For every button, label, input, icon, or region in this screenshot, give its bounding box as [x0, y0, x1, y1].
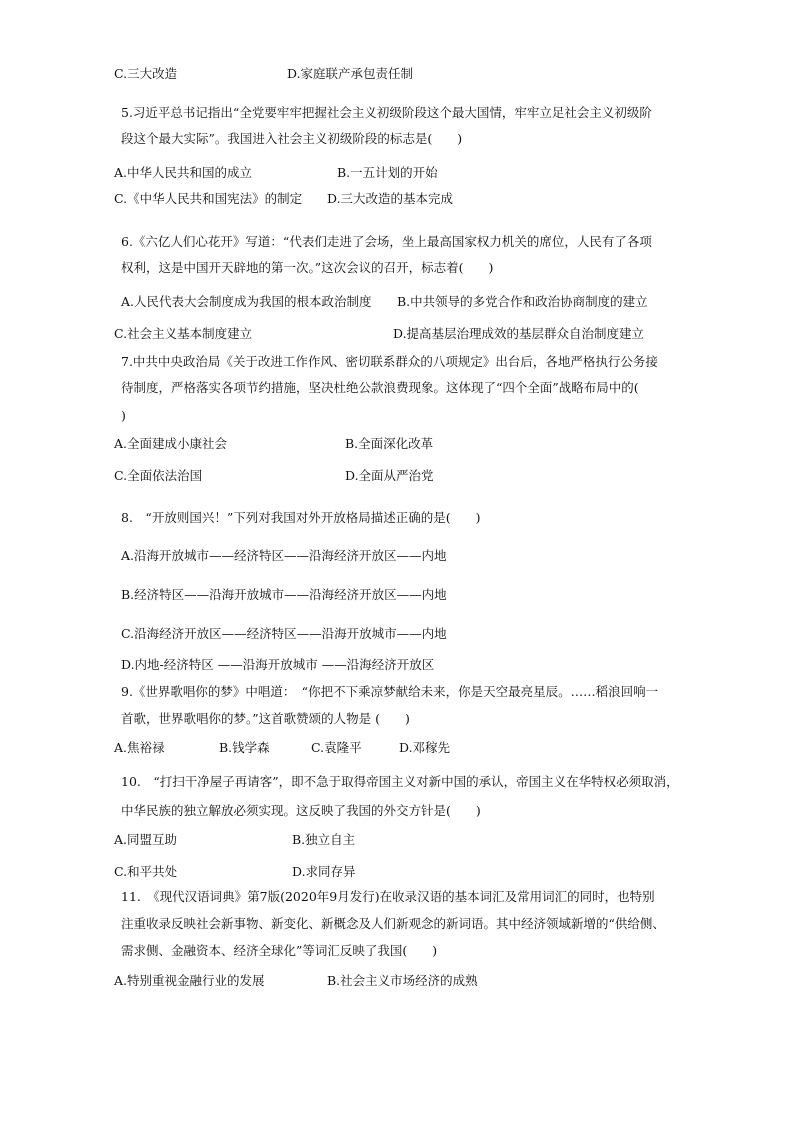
q5-option-c: C.《中华人民共和国宪法》的制定 — [114, 191, 303, 206]
q7-option-c: C.全面依法治国 — [114, 468, 203, 483]
q7-stem-line1: 7.中共中央政治局《关于改进工作作风、密切联系群众的八项规定》出台后，各地严格执行公务接 — [121, 354, 658, 369]
q5-option-b: B.一五计划的开始 — [337, 165, 438, 180]
q8-option-b: B.经济特区——沿海开放城市——沿海经济开放区——内地 — [121, 587, 447, 602]
q6-option-d: D.提高基层治理成效的基层群众自治制度建立 — [393, 326, 645, 341]
q11-option-b: B.社会主义市场经济的成熟 — [327, 973, 478, 988]
q11-stem-line2: 注重收录反映社会新事物、新变化、新概念及人们新观念的新词语。其中经济领域新增的“供给侧、 — [121, 916, 665, 931]
q9-option-a: A.焦裕禄 — [114, 740, 165, 755]
q11-stem-line3: 需求侧、金融资本、经济全球化”等词汇反映了我国( ) — [121, 943, 438, 958]
q9-option-d: D.邓稼先 — [399, 740, 451, 755]
q6-option-c: C.社会主义基本制度建立 — [114, 326, 253, 341]
q9-option-c: C.袁隆平 — [311, 740, 362, 755]
q5-stem-line1: 5.习近平总书记指出“全党要牢牢把握社会主义初级阶段这个最大国情，牢牢立足社会主义初级阶 — [121, 105, 652, 120]
q5-option-a: A.中华人民共和国的成立 — [114, 165, 253, 180]
q6-stem-line2: 权利，这是中国开天辟地的第一次。”这次会议的召开，标志着( ) — [121, 260, 494, 275]
q8-option-a: A.沿海开放城市——经济特区——沿海经济开放区——内地 — [121, 548, 447, 563]
q9-option-b: B.钱学森 — [219, 740, 270, 755]
q10-stem-line2: 中华民族的独立解放必须实现。这反映了我国的外交方针是( ) — [121, 803, 481, 818]
q8-option-d: D.内地-经济特区 ——沿海开放城市 ——沿海经济开放区 — [121, 657, 435, 672]
q4-option-d: D.家庭联产承包责任制 — [287, 66, 414, 81]
q6-option-b: B.中共领导的多党合作和政治协商制度的建立 — [397, 294, 648, 309]
q8-option-c: C.沿海经济开放区——经济特区——沿海开放城市——内地 — [121, 626, 447, 641]
q5-option-d: D.三大改造的基本完成 — [327, 191, 454, 206]
q6-option-a: A.人民代表大会制度成为我国的根本政治制度 — [121, 294, 372, 309]
q9-stem-line1: 9.《世界歌唱你的梦》中唱道： “你把不下乘凉梦献给未来，你是天空最亮星辰。……稻浪回响一 — [121, 684, 659, 699]
q10-option-d: D.求同存异 — [292, 864, 356, 879]
q9-stem-line2: 首歌，世界歌唱你的梦。”这首歌赞颂的人物是 ( ) — [121, 711, 410, 726]
q7-option-b: B.全面深化改革 — [345, 436, 434, 451]
q7-stem-line2: 待制度，严格落实各项节约措施，坚决杜绝公款浪费现象。这体现了“四个全面”战略布局中的( — [121, 380, 639, 395]
q11-stem-line1: 11. 《现代汉语词典》第7版(2020年9月发行)在收录汉语的基本词汇及常用词汇的同时，也特别 — [121, 889, 655, 904]
q10-option-c: C.和平共处 — [114, 864, 178, 879]
q11-option-a: A.特别重视金融行业的发展 — [114, 973, 265, 988]
q8-stem: 8. “开放则国兴！”下列对我国对外开放格局描述正确的是( ) — [121, 510, 481, 525]
q7-option-a: A.全面建成小康社会 — [114, 436, 228, 451]
q10-option-b: B.独立自主 — [292, 832, 356, 847]
q6-stem-line1: 6.《六亿人们心花开》写道：“代表们走进了会场，坐上最高国家权力机关的席位，人民有了各项 — [121, 234, 652, 249]
q4-option-c: C.三大改造 — [114, 66, 178, 81]
q7-stem-line3: ) — [121, 408, 126, 423]
q10-option-a: A.同盟互助 — [114, 832, 178, 847]
q10-stem-line1: 10. “打扫干净屋子再请客”，即不急于取得帝国主义对新中国的承认，帝国主义在华特权必须取消， — [121, 774, 679, 789]
q5-stem-line2: 段这个最大实际”。我国进入社会主义初级阶段的标志是( ) — [121, 131, 463, 146]
q7-option-d: D.全面从严治党 — [345, 468, 434, 483]
